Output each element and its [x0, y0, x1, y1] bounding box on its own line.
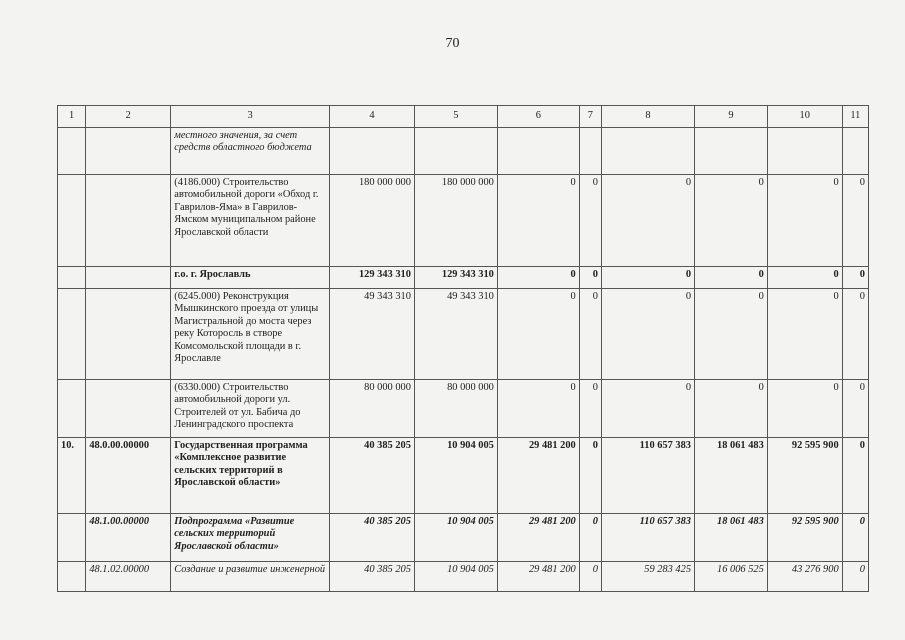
table-row [58, 289, 869, 380]
value-cell: 0 [767, 267, 842, 289]
value-cell [497, 128, 579, 175]
value-cell: 92 595 900 [767, 514, 842, 562]
name-cell: Создание и развитие инженерной [171, 562, 330, 592]
value-cell: 0 [579, 289, 601, 380]
column-header: 7 [579, 106, 601, 128]
value-cell: 18 061 483 [695, 514, 768, 562]
value-cell: 16 006 525 [695, 562, 768, 592]
value-cell: 29 481 200 [497, 562, 579, 592]
column-header: 10 [767, 106, 842, 128]
row-number-cell [58, 562, 86, 592]
column-number-row [58, 106, 869, 128]
name-cell: Государственная программа «Комплексное развитие сельских территорий в Ярославской области» [171, 438, 330, 514]
value-cell: 43 276 900 [767, 562, 842, 592]
code-cell [86, 289, 171, 380]
row-number-cell [58, 514, 86, 562]
column-header: 6 [497, 106, 579, 128]
value-cell: 0 [695, 175, 768, 267]
value-cell: 0 [497, 175, 579, 267]
value-cell: 0 [601, 380, 694, 438]
code-cell [86, 267, 171, 289]
value-cell: 0 [842, 289, 868, 380]
name-cell: местного значения, за счет средств областного бюджета [171, 128, 330, 175]
value-cell: 80 000 000 [330, 380, 415, 438]
row-number-cell: 10. [58, 438, 86, 514]
table-row [58, 175, 869, 267]
column-header: 11 [842, 106, 868, 128]
value-cell: 40 385 205 [330, 438, 415, 514]
value-cell: 0 [601, 267, 694, 289]
column-header: 5 [414, 106, 497, 128]
value-cell: 0 [695, 380, 768, 438]
name-cell: (4186.000) Строительство автомобильной дороги «Обход г. Гаврилов-Яма» в Гаврилов-Ямском муниципальном районе Ярославской области [171, 175, 330, 267]
value-cell: 92 595 900 [767, 438, 842, 514]
value-cell: 0 [767, 380, 842, 438]
value-cell: 10 904 005 [414, 438, 497, 514]
value-cell: 0 [497, 267, 579, 289]
value-cell: 40 385 205 [330, 514, 415, 562]
code-cell: 48.1.02.00000 [86, 562, 171, 592]
column-header: 2 [86, 106, 171, 128]
row-number-cell [58, 175, 86, 267]
value-cell: 80 000 000 [414, 380, 497, 438]
value-cell: 129 343 310 [414, 267, 497, 289]
value-cell [601, 128, 694, 175]
column-header: 9 [695, 106, 768, 128]
row-number-cell [58, 128, 86, 175]
value-cell: 110 657 383 [601, 438, 694, 514]
value-cell [330, 128, 415, 175]
value-cell: 18 061 483 [695, 438, 768, 514]
value-cell [414, 128, 497, 175]
value-cell: 0 [579, 562, 601, 592]
value-cell [767, 128, 842, 175]
value-cell: 0 [842, 514, 868, 562]
table-row [58, 438, 869, 514]
value-cell: 180 000 000 [414, 175, 497, 267]
value-cell: 0 [767, 175, 842, 267]
value-cell: 0 [497, 380, 579, 438]
row-number-cell [58, 380, 86, 438]
budget-table [57, 105, 869, 592]
table-row [58, 128, 869, 175]
value-cell: 0 [579, 514, 601, 562]
column-header: 1 [58, 106, 86, 128]
value-cell [842, 128, 868, 175]
value-cell: 0 [579, 267, 601, 289]
code-cell: 48.1.00.00000 [86, 514, 171, 562]
value-cell: 0 [695, 289, 768, 380]
value-cell: 49 343 310 [414, 289, 497, 380]
name-cell: (6330.000) Строительство автомобильной дороги ул. Строителей от ул. Бабича до Ленинградского проспекта [171, 380, 330, 438]
value-cell: 29 481 200 [497, 514, 579, 562]
value-cell: 0 [842, 267, 868, 289]
table-row [58, 380, 869, 438]
column-header: 3 [171, 106, 330, 128]
value-cell: 0 [842, 562, 868, 592]
value-cell: 0 [842, 380, 868, 438]
name-cell: (6245.000) Реконструкция Мышкинского проезда от улицы Магистральной до моста через реку Которосль в створе Комсомольской площади в г. Ярославле [171, 289, 330, 380]
value-cell [695, 128, 768, 175]
value-cell: 59 283 425 [601, 562, 694, 592]
table-row [58, 562, 869, 592]
value-cell: 10 904 005 [414, 562, 497, 592]
table-row [58, 514, 869, 562]
page-number: 70 [445, 36, 460, 51]
value-cell: 0 [842, 175, 868, 267]
name-cell: Подпрограмма «Развитие сельских территорий Ярославской области» [171, 514, 330, 562]
value-cell: 180 000 000 [330, 175, 415, 267]
value-cell: 110 657 383 [601, 514, 694, 562]
value-cell: 0 [497, 289, 579, 380]
column-header: 4 [330, 106, 415, 128]
code-cell [86, 128, 171, 175]
value-cell [579, 128, 601, 175]
value-cell: 0 [842, 438, 868, 514]
value-cell: 0 [767, 289, 842, 380]
code-cell: 48.0.00.00000 [86, 438, 171, 514]
row-number-cell [58, 267, 86, 289]
code-cell [86, 380, 171, 438]
value-cell: 0 [579, 438, 601, 514]
column-header: 8 [601, 106, 694, 128]
value-cell: 10 904 005 [414, 514, 497, 562]
value-cell: 0 [601, 289, 694, 380]
row-number-cell [58, 289, 86, 380]
value-cell: 40 385 205 [330, 562, 415, 592]
value-cell: 0 [579, 175, 601, 267]
value-cell: 29 481 200 [497, 438, 579, 514]
value-cell: 0 [579, 380, 601, 438]
value-cell: 0 [695, 267, 768, 289]
table-row [58, 267, 869, 289]
name-cell: г.о. г. Ярославль [171, 267, 330, 289]
value-cell: 49 343 310 [330, 289, 415, 380]
code-cell [86, 175, 171, 267]
value-cell: 0 [601, 175, 694, 267]
value-cell: 129 343 310 [330, 267, 415, 289]
